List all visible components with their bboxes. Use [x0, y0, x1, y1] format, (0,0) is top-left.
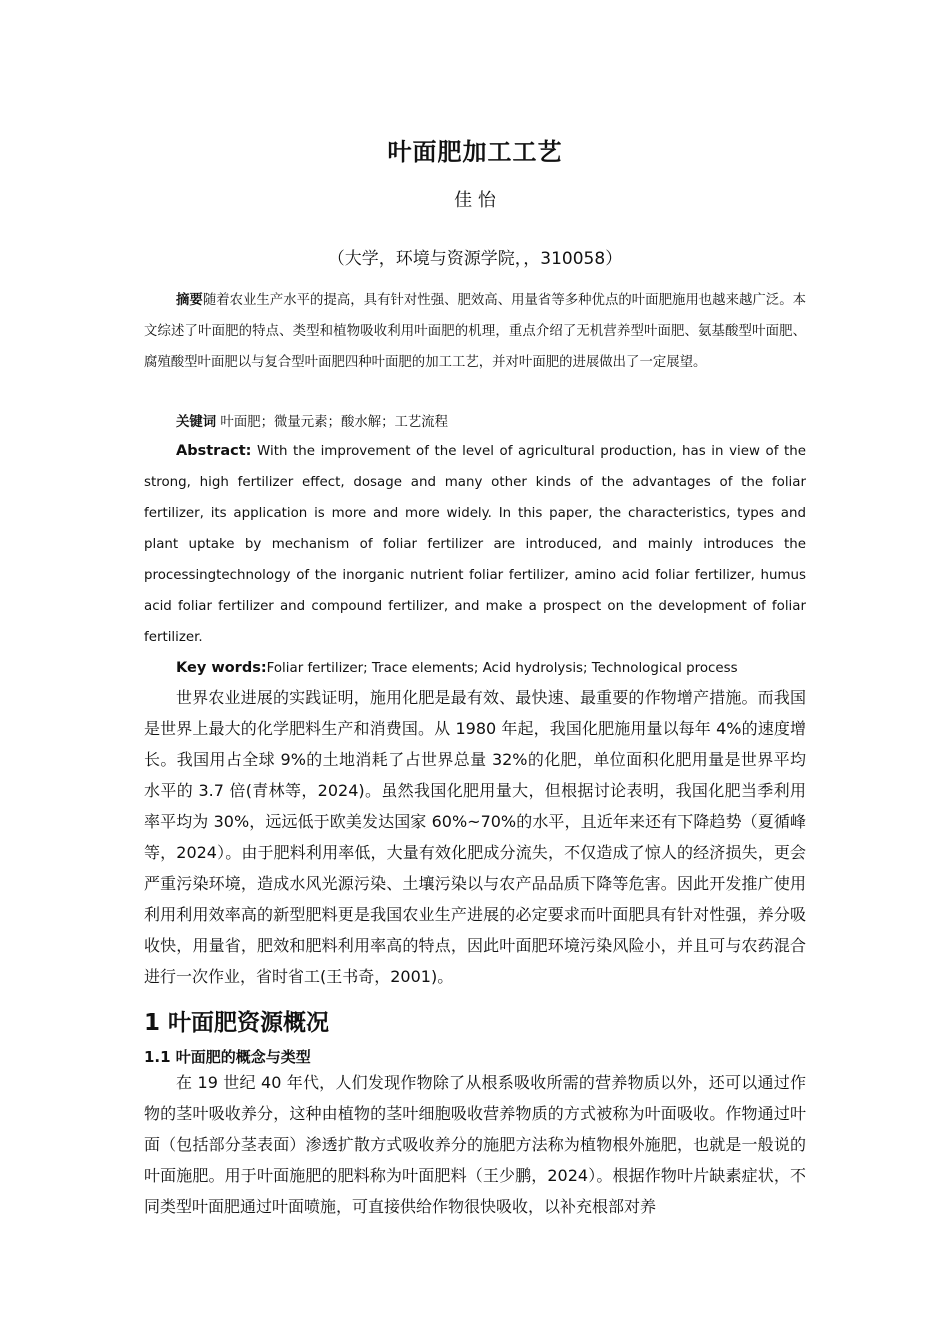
author-name: 佳 怡: [454, 190, 496, 211]
paper-title: 叶面肥加工工艺: [387, 138, 563, 166]
keywords-en-label: Key words:: [176, 660, 267, 676]
subsection-number: 1.1: [144, 1048, 171, 1066]
keywords-en-text: Foliar fertilizer; Trace elements; Acid hydrolysis; Technological process: [266, 661, 738, 676]
abstract-cn-label: 摘要: [176, 293, 203, 308]
subsection-heading: [144, 1046, 311, 1067]
author-affiliation: （大学，环境与资源学院，，310058）: [327, 249, 623, 269]
keywords-cn-label: 关键词: [176, 415, 217, 430]
body-paragraph: 在 19 世纪 40 年代，人们发现作物除了从根系吸收所需的营养物质以外，还可以通过作物的茎叶吸收养分，这种由植物的茎叶细胞吸收营养物质的方式被称为叶面吸收。作物通过叶面（包括部分茎表面）渗透扩散方式吸收养分的施肥方法称为植物根外施肥，也就是一般说的叶面施肥。用于叶面施肥的肥料称为叶面肥料（王少鹏，2024）。根据作物叶片缺素症状，不同类型叶面肥通过叶面喷施，可直接供给作物很快吸收，以补充根部对养: [144, 1073, 806, 1216]
abstract-cn-text: 随着农业生产水平的提高，具有针对性强、肥效高、用量省等多种优点的叶面肥施用也越来越广泛。本文综述了叶面肥的特点、类型和植物吸收利用叶面肥的机理，重点介绍了无机营养型叶面肥、氨基酸型叶面肥、腐殖酸型叶面肥以与复合型叶面肥四种叶面肥的加工工艺，并对叶面肥的进展做出了一定展望。: [144, 293, 806, 370]
abstract-english: [144, 436, 806, 653]
intro-paragraph: 世界农业进展的实践证明，施用化肥是最有效、最快速、最重要的作物增产措施。而我国是世界上最大的化学肥料生产和消费国。从 1980 年起，我国化肥施用量以每年 4%的速度增长。我国用占全球 9%的土地消耗了占世界总量 32%的化肥，单位面积化肥用量是世界平均水平的 3.7 倍(青林等，2024)。虽然我国化肥用量大，但根据讨论表明，我国化肥当季利用率平均为 30%，远远低于欧美发达国家 60%~70%的水平，且近年来还有下降趋势（夏循峰等，2024）。由于肥料利用率低，大量有效化肥成分流失，不仅造成了惊人的经济损失，更会严重污染环境，造成水风光源污染、土壤污染以与农产品品质下降等危害。因此开发推广使用利用利用效率高的新型肥料更是我国农业生产进展的必定要求而叶面肥具有针对性强，养分吸收快，用量省，肥效和肥料利用率高的特点，因此叶面肥环境污染风险小，并且可与农药混合进行一次作业，省时省工(王书奇，2001)。: [144, 688, 806, 986]
abstract-chinese: [144, 285, 806, 378]
keywords-cn-text: 叶面肥；微量元素；酸水解；工艺流程: [216, 415, 449, 430]
keywords-chinese: [144, 408, 806, 438]
subsection-title: 叶面肥的概念与类型: [170, 1048, 311, 1066]
abstract-en-label: Abstract:: [176, 443, 252, 459]
abstract-en-text: With the improvement of the level of agricultural production, has in view of the strong, high fertilizer effect, dosage and many other kinds of the advantages of the foliar fertilizer, its application is more and more widely. In this paper, the characteristics, types and plant uptake by mechanism of foliar fertilizer are introduced, and mainly introduces the processingtechnology of the inorganic nutrient foliar fertilizer, amino acid foliar fertilizer, humus acid foliar fertilizer and compound fertilizer, and make a prospect on the development of foliar fertilizer.: [144, 444, 806, 645]
section-heading: 1 叶面肥资源概况: [144, 1010, 330, 1036]
keywords-english: [144, 654, 806, 683]
